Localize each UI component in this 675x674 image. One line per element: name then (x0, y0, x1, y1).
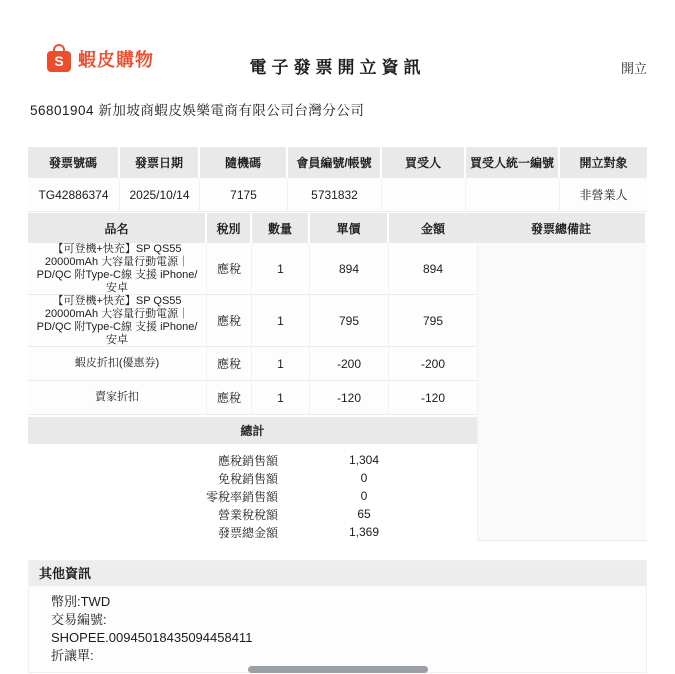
item-qty-cell: 1 (252, 295, 310, 347)
summary-label: 免稅銷售額 (217, 471, 278, 486)
items-header-cell: 數量 (252, 213, 310, 243)
shopee-logo-text: 蝦皮購物 (78, 50, 154, 70)
summary-value: 0 (360, 471, 368, 485)
invoice-header-cell: 買受人 (382, 147, 466, 178)
totals-summary (28, 444, 477, 541)
other-info-line: 折讓單: (51, 648, 94, 663)
item-tax-cell: 應稅 (207, 347, 252, 381)
items-header-row (28, 213, 477, 243)
item-row (28, 347, 477, 381)
invoice-header-cell: 買受人統一編號 (466, 147, 560, 178)
remark-column (477, 213, 647, 541)
summary-label: 發票總金額 (217, 525, 278, 540)
item-unitprice-cell: 795 (310, 295, 389, 347)
item-amount-cell: -200 (389, 347, 477, 381)
item-row (28, 381, 477, 415)
summary-value: 1,304 (348, 453, 380, 467)
item-qty-cell: 1 (252, 381, 310, 415)
other-info-line: 幣別:TWD (51, 594, 111, 609)
company-line: 56801904 新加坡商蝦皮娛樂電商有限公司台灣分公司 (30, 103, 365, 118)
remark-header-cell: 發票總備註 (477, 213, 647, 243)
item-name-cell (28, 295, 207, 347)
invoice-info-header-row (28, 147, 647, 178)
item-tax-cell: 應稅 (207, 243, 252, 295)
invoice-header-cell: 會員編號/帳號 (288, 147, 382, 178)
summary-row (28, 487, 477, 505)
summary-row (28, 523, 477, 541)
item-amount-cell: 795 (389, 295, 477, 347)
totals-header: 總計 (28, 417, 477, 444)
summary-value: 65 (357, 507, 371, 521)
summary-value: 1,369 (348, 525, 380, 539)
item-qty-cell: 1 (252, 347, 310, 381)
other-info-body (29, 586, 646, 672)
invoice-info-value-row (28, 178, 647, 212)
invoice-value-cell: 5731832 (288, 178, 382, 212)
item-row (28, 243, 477, 295)
item-name-text: 蝦皮折扣(優惠券) (74, 357, 160, 369)
invoice-value-cell: 2025/10/14 (120, 178, 200, 212)
item-name-text: 賣家折扣 (95, 391, 139, 403)
other-info-section (28, 560, 647, 673)
items-table-left (28, 213, 477, 541)
invoice-value-cell (382, 178, 466, 212)
other-info-line: SHOPEE.00945018435094458411 (51, 630, 253, 645)
other-info-line: 交易編號: (51, 612, 107, 627)
items-header-cell: 品名 (28, 213, 207, 243)
invoice-header-cell: 發票號碼 (28, 147, 120, 178)
items-table (28, 213, 647, 541)
item-amount-cell: 894 (389, 243, 477, 295)
summary-label: 應稅銷售額 (217, 453, 278, 468)
summary-row (28, 505, 477, 523)
invoice-header-cell: 發票日期 (120, 147, 200, 178)
item-unitprice-cell: -120 (310, 381, 389, 415)
summary-label: 營業稅稅額 (217, 507, 278, 522)
item-name-cell (28, 381, 207, 415)
horizontal-scrollbar-thumb[interactable] (248, 666, 428, 673)
shopee-bag-letter: S (54, 53, 64, 69)
items-header-cell: 稅別 (207, 213, 252, 243)
summary-row (28, 451, 477, 469)
remark-value-cell (477, 243, 647, 541)
summary-label: 零稅率銷售額 (205, 489, 278, 504)
issue-link[interactable]: 開立 (620, 61, 647, 76)
items-rows (28, 243, 477, 415)
item-unitprice-cell: -200 (310, 347, 389, 381)
item-row (28, 295, 477, 347)
summary-row (28, 469, 477, 487)
item-name-text: 【可登機+快充】SP QS55 20000mAh 大容量行動電源｜PD/QC 附Type-C線 支援 iPhone/安卓 (36, 242, 198, 294)
item-name-cell (28, 347, 207, 381)
invoice-info-table (28, 147, 647, 212)
invoice-value-cell: 非營業人 (560, 178, 647, 212)
invoice-value-cell: 7175 (200, 178, 288, 212)
page-title: 電子發票開立資訊 (249, 58, 426, 77)
item-qty-cell: 1 (252, 243, 310, 295)
invoice-header-cell: 隨機碼 (200, 147, 288, 178)
items-header-cell: 單價 (310, 213, 389, 243)
invoice-value-cell (466, 178, 560, 212)
invoice-header-cell: 開立對象 (560, 147, 647, 178)
summary-value: 0 (360, 489, 368, 503)
items-header-cell: 金額 (389, 213, 477, 243)
other-info-title: 其他資訊 (29, 561, 646, 586)
item-tax-cell: 應稅 (207, 295, 252, 347)
item-unitprice-cell: 894 (310, 243, 389, 295)
item-name-cell (28, 243, 207, 295)
invoice-value-cell: TG42886374 (28, 178, 120, 212)
item-amount-cell: -120 (389, 381, 477, 415)
item-tax-cell: 應稅 (207, 381, 252, 415)
item-name-text: 【可登機+快充】SP QS55 20000mAh 大容量行動電源｜PD/QC 附Type-C線 支援 iPhone/安卓 (36, 294, 198, 346)
